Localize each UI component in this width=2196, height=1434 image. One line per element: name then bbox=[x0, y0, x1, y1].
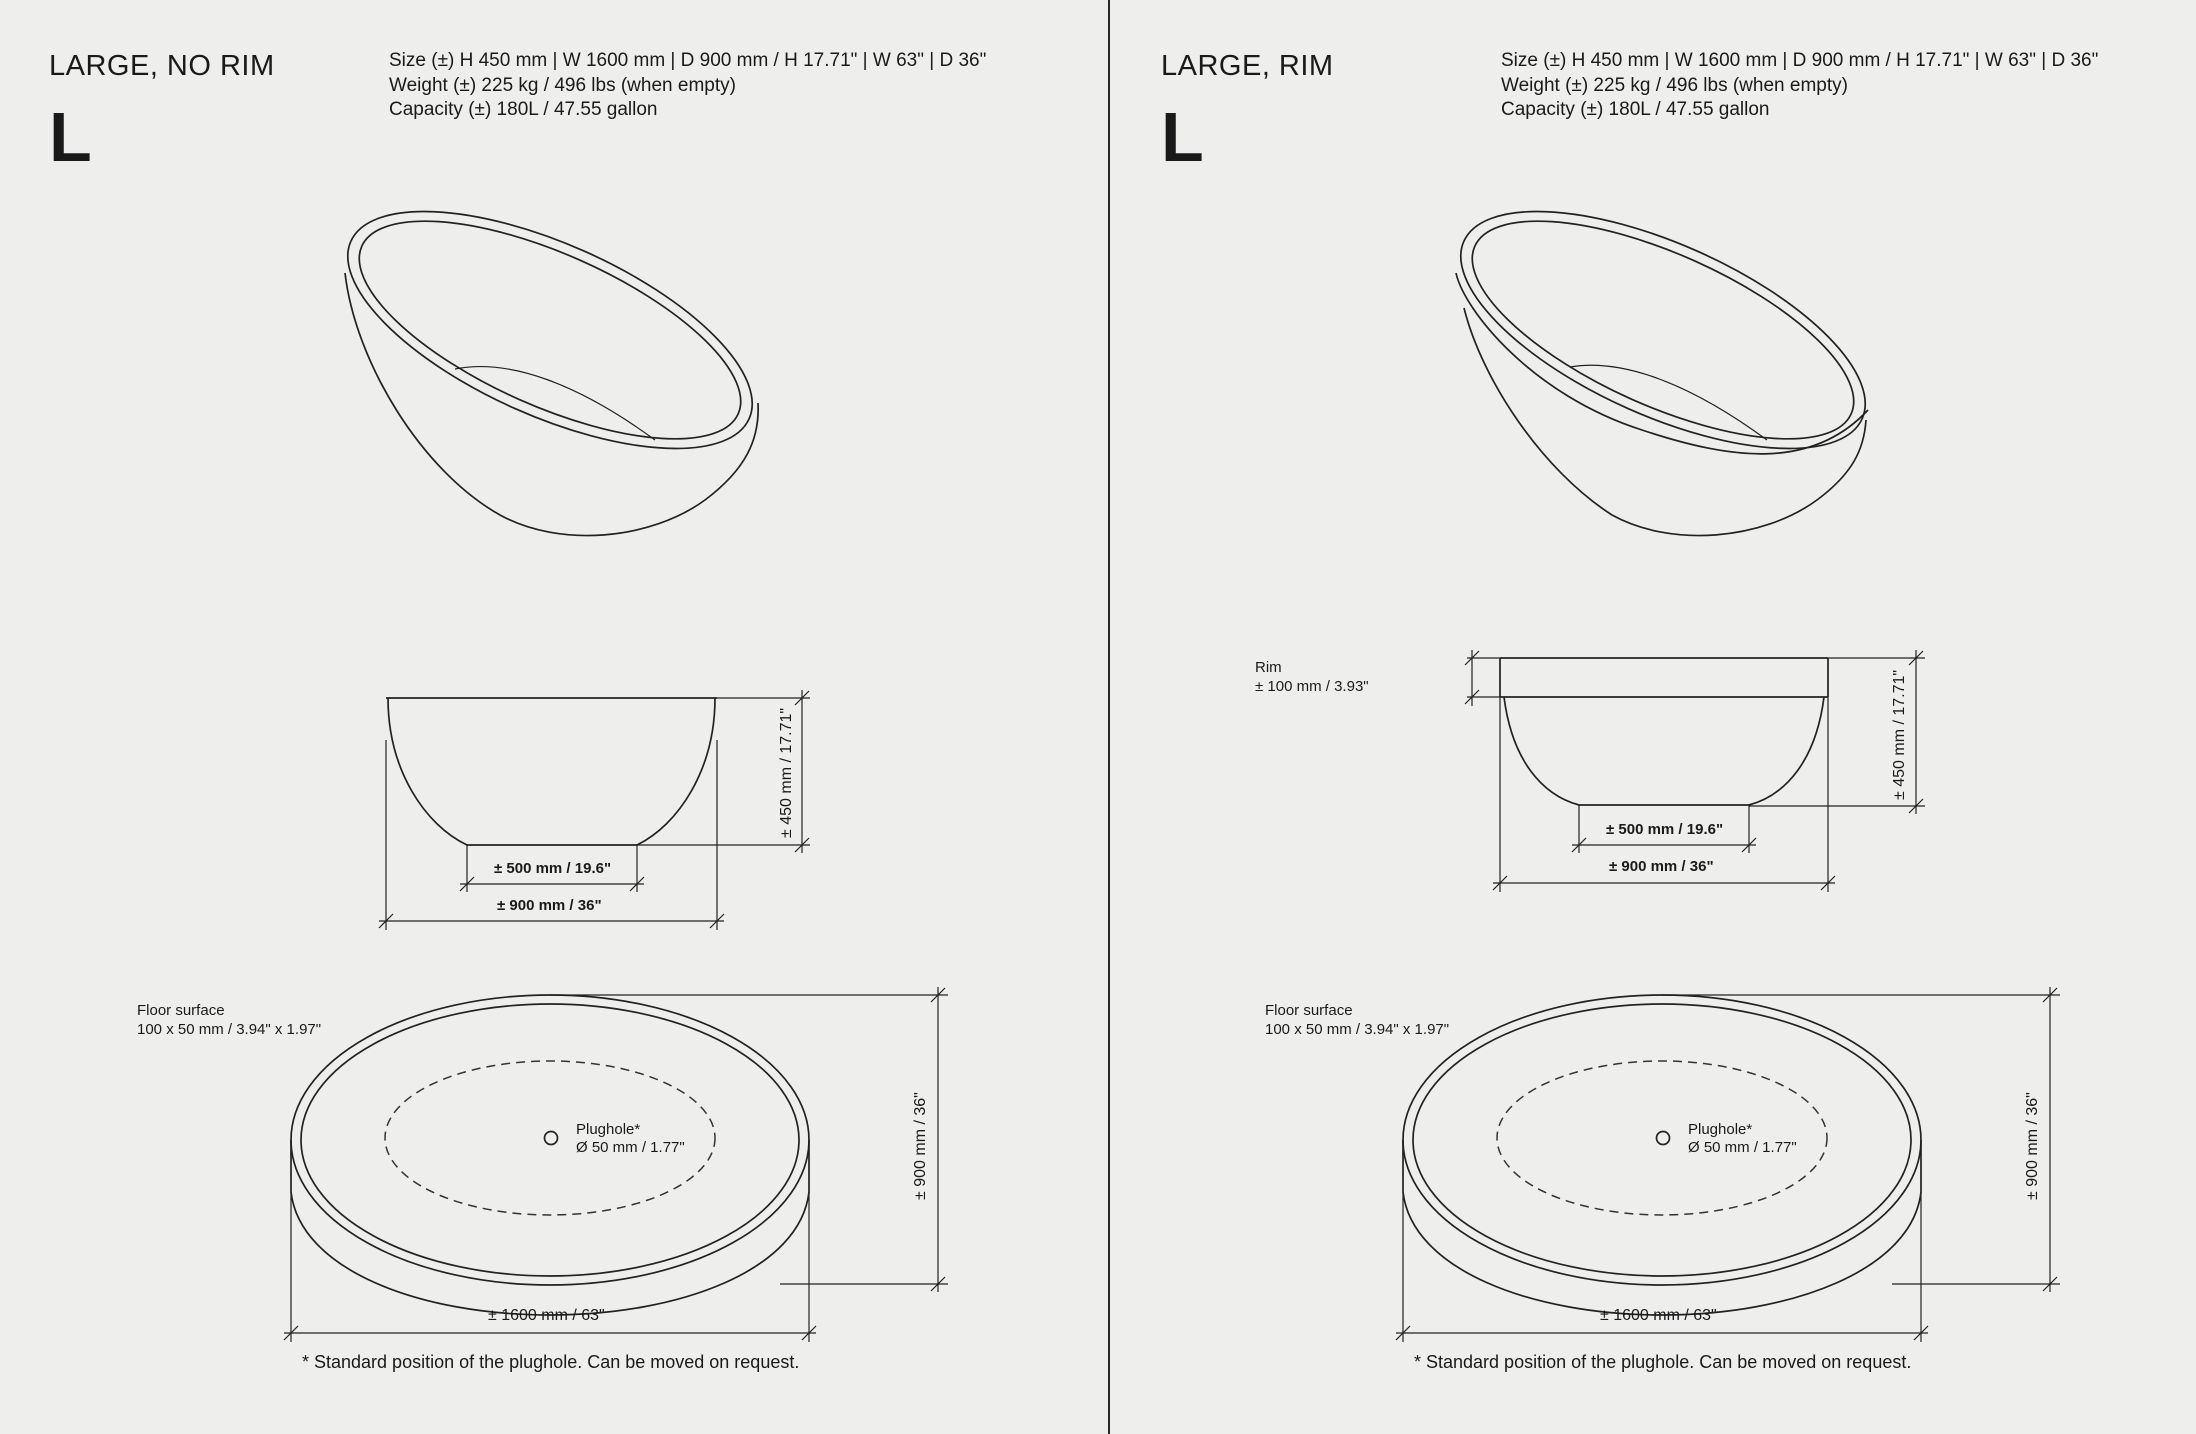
page-divider bbox=[1108, 0, 1110, 1434]
depth-dimension-label: ± 900 mm / 36" bbox=[497, 897, 602, 914]
spec-capacity: Capacity (±) 180L / 47.55 gallon bbox=[389, 99, 658, 120]
spec-weight: Weight (±) 225 kg / 496 lbs (when empty) bbox=[1501, 74, 1848, 96]
base-width-label: ± 500 mm / 19.6" bbox=[494, 860, 612, 877]
panel-title: LARGE, RIM bbox=[1161, 50, 1334, 82]
plughole-value: Ø 50 mm / 1.77" bbox=[1688, 1139, 1797, 1156]
footnote: * Standard position of the plughole. Can be moved on request. bbox=[302, 1352, 800, 1372]
isometric-tub-drawing bbox=[316, 163, 784, 536]
rim-title: Rim bbox=[1255, 659, 1282, 676]
spec-size: Size (±) H 450 mm | W 1600 mm | D 900 mm / H 17.71" | W 63" | D 36" bbox=[1501, 50, 2099, 71]
floor-surface-value: 100 x 50 mm / 3.94" x 1.97" bbox=[137, 1021, 322, 1038]
panel-title: LARGE, NO RIM bbox=[49, 50, 275, 82]
floor-surface-title: Floor surface bbox=[137, 1002, 225, 1019]
plan-length-label: ± 1600 mm / 63" bbox=[488, 1307, 605, 1324]
plughole-title: Plughole* bbox=[1688, 1121, 1753, 1138]
front-elevation-drawing bbox=[1465, 650, 1925, 892]
plan-depth-label: ± 900 mm / 36" bbox=[2024, 1092, 2041, 1200]
plughole-title: Plughole* bbox=[576, 1121, 641, 1138]
front-elevation-drawing bbox=[379, 690, 810, 930]
technical-drawing bbox=[1112, 0, 2196, 1434]
plan-depth-label: ± 900 mm / 36" bbox=[912, 1092, 929, 1200]
plan-view-drawing bbox=[284, 987, 948, 1342]
floor-surface-title: Floor surface bbox=[1265, 1002, 1353, 1019]
spec-capacity: Capacity (±) 180L / 47.55 gallon bbox=[1501, 99, 1770, 120]
spec-weight: Weight (±) 225 kg / 496 lbs (when empty) bbox=[389, 74, 736, 96]
height-dimension-label: ± 450 mm / 17.71" bbox=[778, 707, 795, 838]
isometric-tub-drawing bbox=[1429, 163, 1897, 536]
size-letter: L bbox=[49, 98, 92, 176]
floor-surface-value: 100 x 50 mm / 3.94" x 1.97" bbox=[1265, 1021, 1450, 1038]
plan-view-drawing bbox=[1396, 987, 2060, 1342]
height-dimension-label: ± 450 mm / 17.71" bbox=[1891, 669, 1908, 800]
size-letter: L bbox=[1161, 98, 1204, 176]
spec-size: Size (±) H 450 mm | W 1600 mm | D 900 mm / H 17.71" | W 63" | D 36" bbox=[389, 50, 987, 71]
base-width-label: ± 500 mm / 19.6" bbox=[1606, 821, 1724, 838]
plan-length-label: ± 1600 mm / 63" bbox=[1600, 1307, 1717, 1324]
footnote: * Standard position of the plughole. Can be moved on request. bbox=[1414, 1352, 1912, 1372]
plughole-value: Ø 50 mm / 1.77" bbox=[576, 1139, 685, 1156]
panel-rim bbox=[1112, 0, 2196, 1434]
rim-value: ± 100 mm / 3.93" bbox=[1255, 678, 1369, 695]
depth-dimension-label: ± 900 mm / 36" bbox=[1609, 858, 1714, 875]
